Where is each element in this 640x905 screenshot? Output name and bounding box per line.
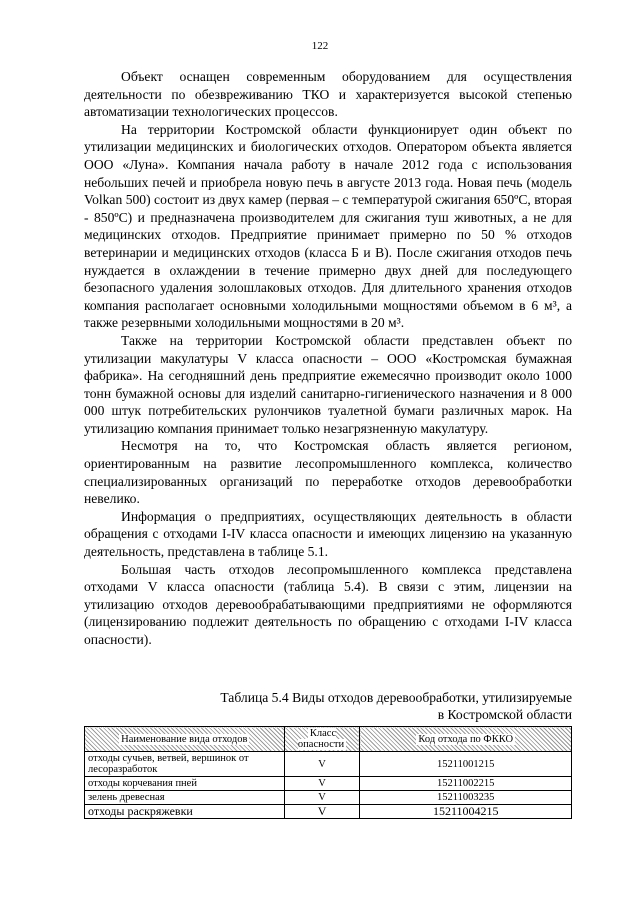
body-text (84, 68, 572, 649)
cell-waste-name: отходы сучьев, ветвей, вершинок от лесоразработок (85, 752, 285, 777)
cell-hazard-class: V (284, 805, 360, 819)
paragraph: Несмотря на то, что Костромская область является регионом, ориентированным на развитие лесопромышленного комплекса, количество специализированных организаций по переработке отходов деревообработки невелико. (84, 438, 572, 507)
header-hazard-class: Класс опасности (284, 727, 360, 752)
table-row (85, 805, 572, 819)
cell-hazard-class: V (284, 791, 360, 805)
cell-waste-name: отходы корчевания пней (85, 777, 285, 791)
table-caption (84, 690, 572, 723)
paragraph: Объект оснащен современным оборудованием для осуществления деятельности по обезвреживанию ТКО и характеризуется высокой степенью автоматизации технологических процессов. (84, 69, 572, 120)
table-caption-line: Таблица 5.4 Виды отходов деревообработки, утилизируемые (220, 690, 572, 705)
paragraph: Также на территории Костромской области представлен объект по утилизации макулатуры V класса опасности – ООО «Костромская бумажная фабрика». На сегодняшний день предприятие ежемесячно производит около 1000 тонн бумажной основы для изделий санитарно-гигиенического назначения и 8 000 000 штук потребительских рулончиков туалетной бумаги различных марок. На утилизацию компания принимает только незагрязненную макулатуру. (84, 332, 572, 436)
cell-fkko-code: 15211002215 (360, 777, 572, 791)
page-number: 122 (311, 40, 329, 52)
cell-fkko-code: 15211001215 (360, 752, 572, 777)
table-caption-line: в Костромской области (437, 706, 572, 722)
cell-fkko-code: 15211003235 (360, 791, 572, 805)
header-fkko-code: Код отхода по ФККО (360, 727, 572, 752)
table-row (85, 752, 572, 777)
cell-waste-name: отходы раскряжевки (85, 805, 285, 819)
waste-table (84, 726, 572, 819)
table-row (85, 777, 572, 791)
cell-hazard-class: V (284, 777, 360, 791)
cell-waste-name: зелень древесная (85, 791, 285, 805)
cell-hazard-class: V (284, 752, 360, 777)
table-header-row (85, 727, 572, 752)
table-row (85, 791, 572, 805)
cell-fkko-code: 15211004215 (360, 805, 572, 819)
paragraph: Большая часть отходов лесопромышленного комплекса представлена отходами V класса опасности (таблица 5.4). В связи с этим, лицензии на утилизацию отходов деревообрабатывающими предприятиями не оформляются (лицензированию подлежит деятельность по обращению с отходами I-IV класса опасности). (84, 561, 572, 647)
paragraph: Информация о предприятиях, осуществляющих деятельность в области обращения с отходами I-IV класса опасности и имеющих лицензию на указанную деятельность, представлена в таблице 5.1. (84, 508, 572, 560)
header-waste-name: Наименование вида отходов (85, 727, 285, 752)
paragraph: На территории Костромской области функционирует один объект по утилизации медицинских и биологических отходов. Оператором объекта является ООО «Луна». Компания начала работу в начале 2012 года с использования небольших печей и приобрела новую печь в августе 2013 года. Новая печь (модель Volkan 500) состоит из двух камер (первая – с температурой сжигания 650ºС, вторая - 850ºС) и предназначена производителем для сжигания туш животных, а не для медицинских отходов. Предприятие принимает примерно по 50 % отходов ветеринарии и медицинских отходов (класса Б и В). После сжигания отходов печь нуждается в охлаждении в течение примерно двух дней для последующего безопасного удаления золошлаковых отходов. Для длительного хранения отходов компания располагает основными холодильными мощностями объемом в 6 м³, а также резервными холодильными мощностями в 20 м³. (84, 121, 572, 331)
